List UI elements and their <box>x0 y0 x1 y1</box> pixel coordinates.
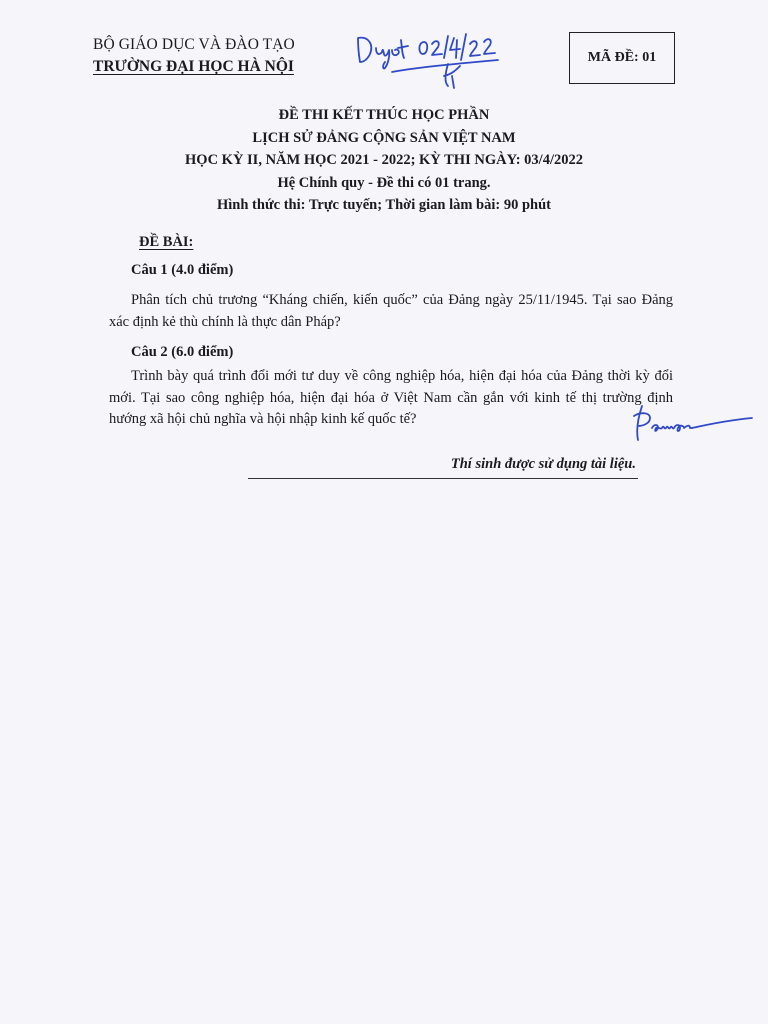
exam-session: HỌC KỲ II, NĂM HỌC 2021 - 2022; KỲ THI NGÀY: 03/4/2022 <box>185 152 583 168</box>
exam-code-box <box>569 32 675 84</box>
exam-title: ĐỀ THI KẾT THÚC HỌC PHẦN <box>278 107 490 123</box>
materials-note: Thí sinh được sử dụng tài liệu. <box>450 456 636 472</box>
approval-handwriting <box>352 24 512 94</box>
question-1-title: Câu 1 (4.0 điểm) <box>131 262 234 278</box>
question-2-title: Câu 2 (6.0 điểm) <box>131 344 234 360</box>
ministry-name: BỘ GIÁO DỤC VÀ ĐÀO TẠO <box>93 36 295 53</box>
question-1-text: Phân tích chủ trương “Kháng chiến, kiến quốc” của Đảng ngày 25/11/1945. Tại sao Đảng xác định kẻ thù chính là thực dân Pháp? <box>109 292 673 330</box>
section-heading: ĐỀ BÀI: <box>139 234 194 250</box>
question-2-text: Trình bày quá trình đổi mới tư duy về công nghiệp hóa, hiện đại hóa của Đảng thời kỳ đổi mới. Tại sao công nghiệp hóa, hiện đại hóa ở Việt Nam cần gắn với kinh tế thị trường định hướng xã hội chủ nghĩa và hội nhập kinh kế quốc tế? <box>109 368 673 427</box>
exam-title-block <box>100 104 668 217</box>
signature <box>620 398 756 448</box>
university-name: TRƯỜNG ĐẠI HỌC HÀ NỘI <box>93 58 294 75</box>
course-name: LỊCH SỬ ĐẢNG CỘNG SẢN VIỆT NAM <box>252 129 516 146</box>
exam-format: Hình thức thi: Trực tuyến; Thời gian làm bài: 90 phút <box>216 197 552 213</box>
divider-line <box>248 478 638 479</box>
exam-program: Hệ Chính quy - Đề thi có 01 trang. <box>277 174 491 191</box>
exam-code: MÃ ĐỀ: 01 <box>587 50 657 65</box>
